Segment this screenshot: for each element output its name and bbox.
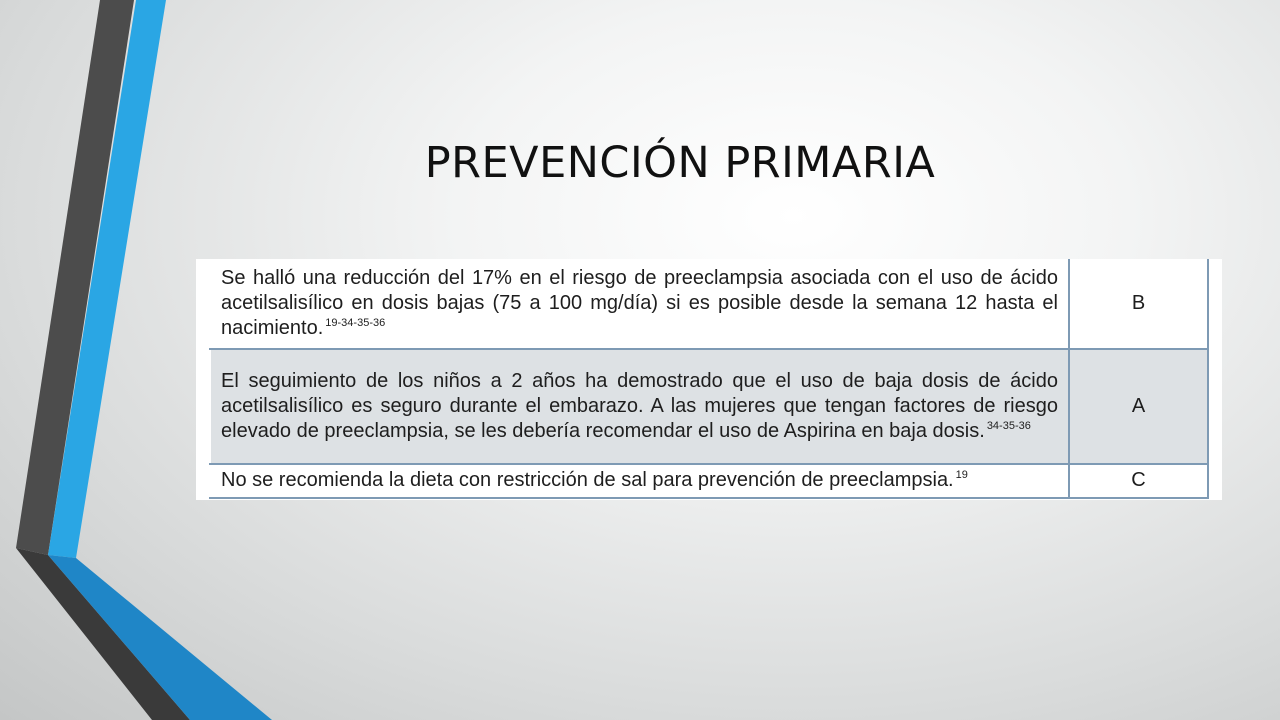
recommendation-table bbox=[209, 259, 1209, 499]
reference-numbers: 19-34-35-36 bbox=[325, 317, 386, 330]
recommendation-text-cell bbox=[210, 349, 1069, 464]
evidence-grade-cell bbox=[1069, 464, 1208, 498]
evidence-grade: A bbox=[1131, 394, 1146, 417]
recommendation-text: El seguimiento de los niños a 2 años ha demostrado que el uso de baja dosis de ácido acetilsalisílico es seguro durante el embarazo. A las mujeres que tengan factores de riesgo elevado de preeclampsia, se les debería recomendar el uso de Aspirina en baja dosis. bbox=[221, 369, 1058, 442]
reference-numbers: 34-35-36 bbox=[986, 419, 1031, 432]
evidence-grade-cell bbox=[1069, 260, 1208, 349]
evidence-grade: B bbox=[1131, 292, 1146, 315]
table-row bbox=[210, 260, 1208, 349]
table-row bbox=[210, 464, 1208, 498]
recommendation-text: Se halló una reducción del 17% en el riesgo de preeclampsia asociada con el uso de ácido acetilsalisílico en dosis bajas (75 a 100 mg/día) si es posible desde la semana 12 hasta el nacimiento. bbox=[221, 267, 1058, 340]
reference-numbers: 19 bbox=[955, 469, 968, 481]
evidence-grade: C bbox=[1131, 469, 1146, 491]
evidence-grade-cell bbox=[1069, 349, 1208, 464]
recommendation-text-cell bbox=[210, 260, 1069, 349]
slide-title: PREVENCIÓN PRIMARIA bbox=[424, 138, 936, 188]
table-row bbox=[210, 349, 1208, 464]
recommendation-text-cell bbox=[210, 464, 1069, 498]
recommendation-text: No se recomienda la dieta con restricción de sal para prevención de preeclampsia. bbox=[221, 469, 954, 491]
recommendation-table-image bbox=[196, 259, 1222, 500]
